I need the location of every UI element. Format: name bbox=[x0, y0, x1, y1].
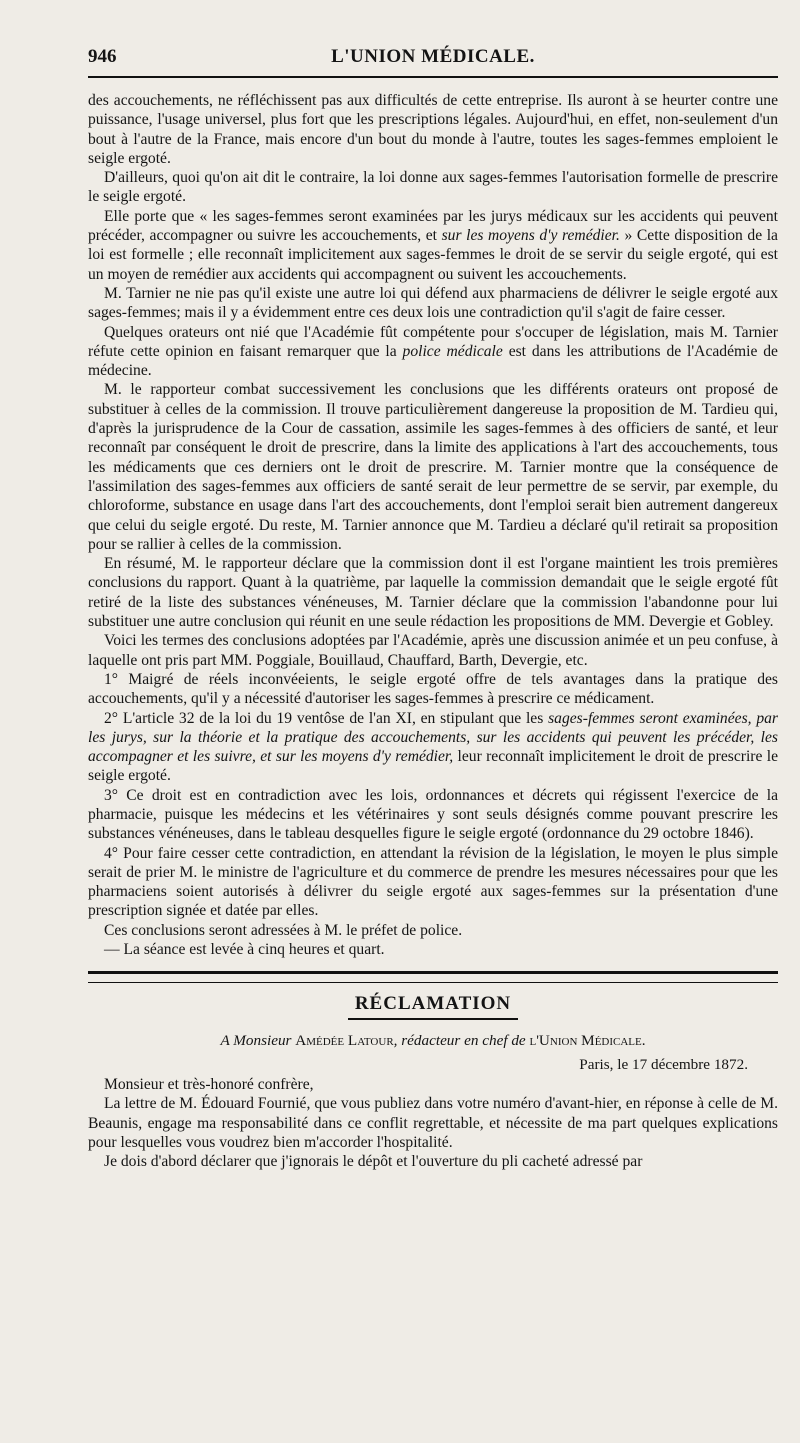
paragraph-text: — La séance est levée à cinq heures et quart. bbox=[104, 941, 385, 959]
header-rule bbox=[88, 76, 778, 78]
paragraph-text: Ces conclusions seront adressées à M. le préfet de police. bbox=[104, 921, 463, 939]
paragraph bbox=[88, 207, 778, 284]
letter-dateline: Paris, le 17 décembre 1872. bbox=[579, 1056, 748, 1074]
address-name: Amédée Latour bbox=[295, 1032, 394, 1050]
letter-paragraph bbox=[88, 1152, 778, 1171]
paragraph-italic-text: sur les moyens d'y remédier. bbox=[441, 227, 620, 245]
paragraph bbox=[88, 323, 778, 381]
conclusion-item bbox=[88, 786, 778, 844]
paragraph-text: Je dois d'abord déclarer que j'ignorais le dépôt et l'ouverture du pli cacheté adressé par bbox=[104, 1153, 643, 1171]
paragraph-text: 2° L'article 32 de la loi du 19 ventôse de l'an XI, en stipulant que les bbox=[104, 709, 544, 727]
paragraph bbox=[88, 554, 778, 631]
paragraph-text: 3° Ce droit est en contradiction avec les lois, ordonnances et décrets qui régissent l'exercice de la pharmacie, puisque les médecins et les vétérinaires y sont seuls désignés comme pouvant prescrire les substances vénéneuses, dans le tableau desquelles figure le seigle ergoté (ordonnance du 29 octobre 1846). bbox=[88, 786, 778, 843]
paragraph-italic-text: sages-femmes seront examinées, par les jurys, sur la théorie et la pratique des accouchements, sur les accidents qui peuvent les précéder, les accompagner et les suivre, et sur les moyens d'y remédier, bbox=[88, 709, 778, 766]
paragraph-text: Voici les termes des conclusions adoptées par l'Académie, après une discussion animée et un peu confuse, à laquelle ont pris part MM. Poggiale, Bouillaud, Chauffard, Barth, Devergie, etc. bbox=[88, 632, 778, 669]
paragraph-text: D'ailleurs, quoi qu'on ait dit le contraire, la loi donne aux sages-femmes l'autorisation formelle de prescrire le seigle ergoté. bbox=[88, 169, 778, 206]
page-number: 946 bbox=[88, 46, 117, 67]
paragraph-text: En résumé, M. le rapporteur déclare que la commission dont il est l'organe maintient les trois premières conclusions du rapport. Quant à la quatrième, par laquelle la commission demandait que le seigle ergoté fût retiré de la liste des substances vénéneuses, M. Tarnier déclare que la commission l'abandonne pour lui substituer une autre conclusion qui réunit en une seule rédaction les propositions de MM. Devergie et Gobley. bbox=[88, 555, 778, 631]
paragraph-italic-text: police médicale bbox=[402, 342, 503, 360]
section-title: RÉCLAMATION bbox=[354, 993, 512, 1015]
paragraph-text: 1° Maigré de réels inconvéeients, le seigle ergoté offre de tels avantages dans la pratique des accouchements, qu'il y a nécessité d'autoriser les sages-femmes à prescrire ce médicament. bbox=[88, 670, 778, 708]
paragraph bbox=[88, 631, 778, 670]
paragraph bbox=[88, 940, 778, 959]
letter-paragraph bbox=[88, 1094, 778, 1152]
page-header bbox=[88, 42, 778, 72]
section-title-rule bbox=[348, 1018, 518, 1020]
conclusion-item bbox=[88, 844, 778, 921]
conclusion-item bbox=[88, 670, 778, 709]
letter-salutation: Monsieur et très-honoré confrère, bbox=[104, 1076, 314, 1094]
paragraph bbox=[88, 168, 778, 207]
paragraph-text: leur reconnaît implicitement le droit de prescrire le seigle ergoté. bbox=[88, 748, 778, 785]
paragraph-text: des accouchements, ne réfléchissent pas aux difficultés de cette entreprise. Ils auront à se heurter contre une puissance, l'usage universel, plus fort que les prescriptions légales. Aujourd'hui, en effet, non-seulement d'un bout à l'autre de la France, mais encore d'un bout du monde à l'autre, toutes les sages-femmes emploient le seigle ergoté. bbox=[88, 92, 778, 167]
paragraph-text: 4° Pour faire cesser cette contradiction, en attendant la révision de la législation, le moyen le plus simple serait de prier M. le ministre de l'agriculture et du commerce de prendre les mesures nécessaires pour que les pharmaciens soient autorisés à délivrer du seigle ergoté aux sages-femmes sur la présentation d'une prescription signée et datée par elles. bbox=[88, 844, 778, 920]
conclusion-item bbox=[88, 709, 778, 786]
paragraph-text: » Cette disposition de la loi est formelle ; elle reconnaît implicitement aux sages-femmes le droit de se servir du seigle ergoté, qui est un moyen de remédier aux accidents qui accompagnent ou suivent les accouchements. bbox=[88, 227, 778, 283]
paragraph bbox=[88, 921, 778, 940]
paragraph-text: La lettre de M. Édouard Fournié, que vous publiez dans votre numéro d'avant-hier, en réponse à celle de M. Beaunis, engage ma responsabilité dans ce conflit regrettable, et nécessite de ma part quelques explications pour lesquelles vous voudrez bien m'accorder l'hospitalité. bbox=[88, 1095, 778, 1151]
paragraph-text: est dans les attributions de l'Académie de médecine. bbox=[88, 342, 778, 380]
article-body bbox=[88, 91, 778, 1172]
address-journal: l'Union Médicale. bbox=[529, 1032, 646, 1050]
paragraph-text: Elle porte que « les sages-femmes seront examinées par les jurys médicaux sur les accidents qui peuvent précéder, accompagner ou suivre les accouchements, et bbox=[88, 207, 778, 245]
letter-address bbox=[88, 1032, 778, 1050]
paragraph-text: M. Tarnier ne nie pas qu'il existe une autre loi qui défend aux pharmaciens de délivrer le seigle ergoté aux sages-femmes; mais il y a évidemment entre ces deux lois une contradiction qu'il s'agit de faire cesser. bbox=[88, 284, 778, 322]
paragraph-text: M. le rapporteur combat successivement les conclusions que les différents orateurs ont proposé de substituer à celles de la commission. Il trouve particulièrement dangereuse la proposition de M. Tardieu qui, d'après la jurisprudence de la Cour de cassation, assimile les sages-femmes à des officiers de santé, et leur reconnaît par conséquent le droit de prescrire, dans la limite des applications à l'art des accouchements, tous les médicaments que ces derniers ont le droit de prescrire. M. Tarnier montre que la conséquence de l'assimilation des sages-femmes aux officiers de santé serait de leur permettre de se servir, par exemple, du chloroforme, substance en usage dans l'art des accouchements, dont l'emploi serait bien autrement dangereux que celui du seigle ergoté. Du reste, M. Tarnier annonce que M. Tardieu a déclaré qu'il retirait sa proposition pour se rallier à celles de la commission. bbox=[88, 381, 778, 553]
paragraph-text: Quelques orateurs ont nié que l'Académie fût compétente pour s'occuper de législation, mais M. Tarnier réfute cette opinion en faisant remarquer que la bbox=[88, 323, 778, 360]
address-prefix: A Monsieur bbox=[220, 1032, 292, 1050]
paragraph bbox=[88, 380, 778, 554]
paragraph bbox=[88, 91, 778, 168]
section-separator bbox=[88, 971, 778, 983]
running-title: L'UNION MÉDICALE. bbox=[331, 46, 535, 67]
address-role: , rédacteur en chef de bbox=[393, 1032, 526, 1050]
paragraph bbox=[88, 284, 778, 323]
